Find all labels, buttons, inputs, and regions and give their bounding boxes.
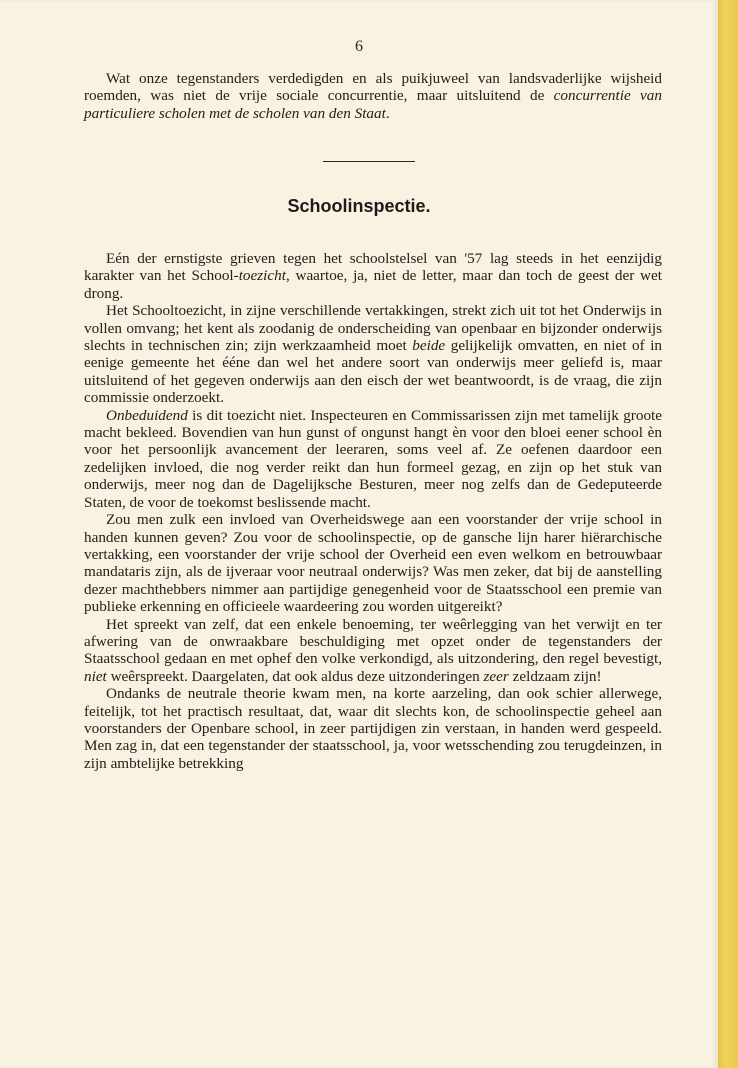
paragraph-2: Het Schooltoezicht, in zijne verschillende vertakkingen, strekt zich uit tot het Onderwijs in vollen omvang; het kent als zoodanig de onderscheiding van openbaar en bijzonder onderwijs slechts in technischen zin; zijn werkzaamheid moet beide gelijkelijk omvatten, en niet of in eenige gemeente het ééne dan wel het andere soort van onderwijs meer geliefd is, maar uitsluitend of het gegeven onderwijs aan den eisch der wet beantwoordt, is de vraag, die zijn commissie onderzoekt. — [84, 302, 663, 407]
paragraph-5: Het spreekt van zelf, dat een enkele benoeming, ter weêrlegging van het verwijt en ter afwering van de onwraakbare beschuldiging met opzet onder de tegenstanders der Staatsschool gedaan en met ophef den volke verkondigd, als uitzondering, den regel bevestigt, niet weêrspreekt. Daargelaten, dat ook aldus deze uitzonderingen zeer zeldzaam zijn! — [84, 615, 662, 685]
section-body — [84, 250, 662, 772]
intro-text: Wat onze tegenstanders verdedigden en als puikjuweel van landsvaderlijke wijsheid roemden, was niet de vrije sociale concurrentie, maar uitsluitend de concurrentie van particuliere scholen met de scholen van den Staat. — [84, 70, 662, 122]
intro-emphasis: concurrentie van particuliere scholen met de scholen van den Staat — [84, 87, 662, 122]
page-number: 6 — [355, 38, 363, 55]
page-edge — [718, 0, 738, 1068]
section-divider — [323, 161, 415, 162]
paragraph-3: Onbeduidend is dit toezicht niet. Inspecteuren en Commissarissen zijn met tamelijk groote macht bekleed. Bovendien van hun gunst of ongunst hangt èn voor den bloei eener school èn voor het persoonlijk avancement der leeraren, soms veel af. Ze oefenen daardoor een zedelijken invloed, die nog verder reikt dan hun formeel gezag, en zijn op het stuk van onderwijs, meer nog dan de Dagelijksche Besturen, meer nog zelfs dan de Gedeputeerde Staten, de voor de toekomst beslissende macht. — [84, 406, 662, 511]
section-title: Schoolinspectie. — [287, 196, 431, 216]
intro-paragraph — [84, 70, 662, 122]
paragraph-6: Ondanks de neutrale theorie kwam men, na korte aarzeling, dan ook schier allerwege, feitelijk, tot het practisch resultaat, dat, waar dit slechts kon, de schoolinspectie geheel aan voorstanders der Openbare school, in zeer partijdigen zin verstaan, in handen werd gespeeld. Men zag in, dat een tegenstander der staatsschool, ja, voor wetsschending zou terugdeinzen, in zijn ambtelijke betrekking — [84, 685, 662, 772]
paragraph-4: Zou men zulk een invloed van Overheidswege aan een voorstander der vrije school in handen kunnen geven? Zou voor de schoolinspectie, op de gansche lijn harer hiërarchische vertakking, een voorstander der vrije school der Overheid een even welkom en betrouwbaar mandataris zijn, als de ijveraar voor neutraal onderwijs? Was men zeker, dat bij de aanstelling dezer machthebbers nimmer aan partijdige genegenheid voor de Staatsschool een premie van publieke erkenning en officieele waardeering zou worden uitgereikt? — [84, 511, 662, 616]
paragraph-1: Eén der ernstigste grieven tegen het schoolstelsel van '57 lag steeds in het eenzijdig karakter van het School-toezicht, waartoe, ja, niet de letter, maar dan toch de geest der wet drong. — [84, 250, 662, 302]
